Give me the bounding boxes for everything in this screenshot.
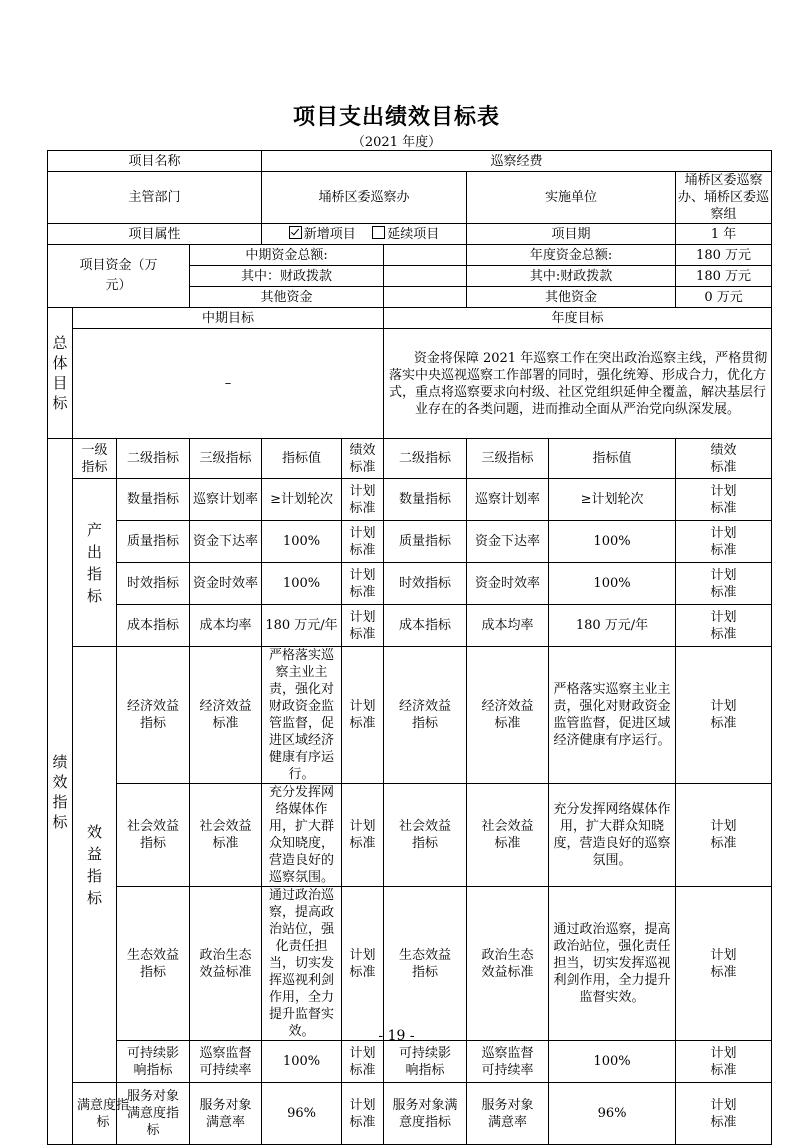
project-name-value: 巡察经费 [262,151,772,172]
cell-l3: 政治生态效益标准 [467,887,549,1041]
cell-l2: 质量指标 [117,521,190,563]
cell-standard: 计划标准 [676,1083,772,1145]
col-level3-mid: 三级指标 [190,439,262,479]
cell-standard: 计划标准 [676,784,772,887]
table-row [48,647,772,784]
cell-l2: 成本指标 [117,605,190,647]
cell-value: 100% [262,1041,342,1083]
other-year-value: 0 万元 [676,287,772,308]
table-row [48,784,772,887]
col-value-mid: 指标值 [262,439,342,479]
cell-l3: 政治生态效益标准 [190,887,262,1041]
page-subtitle: （2021 年度） [351,135,442,150]
cell-l3: 资金时效率 [467,563,549,605]
year-goal-header: 年度目标 [384,308,772,329]
satisfaction-label: 满意度指标 [73,1083,117,1145]
cell-value: 充分发挥网络媒体作用，扩大群众知晓度，营造良好的巡察氛围。 [262,784,342,887]
cell-value: 通过政治巡察，提高政治站位，强化责任担当，切实发挥巡视利剑作用，全力提升监督实效。 [549,887,676,1041]
period-value: 1 年 [676,224,772,245]
col-standard-year: 绩效标准 [676,439,772,479]
cell-l3: 巡察监督可持续率 [190,1041,262,1083]
benefit-label: 效益指标 [73,647,117,1083]
cell-standard: 计划标准 [342,1041,384,1083]
dept-value: 埇桥区委巡察办 [262,172,467,224]
other-mid-value [384,287,467,308]
table-row [48,1083,772,1145]
cell-standard: 计划标准 [676,521,772,563]
cell-l3: 社会效益标准 [190,784,262,887]
col-value-year: 指标值 [549,439,676,479]
cell-l2: 质量指标 [384,521,467,563]
cell-value: 100% [549,1041,676,1083]
table-row [48,1041,772,1083]
table-row [48,563,772,605]
indicators-label: 绩效指标 [48,439,73,1145]
cell-standard: 计划标准 [342,647,384,784]
cell-standard: 计划标准 [342,887,384,1041]
output-label: 产出指标 [73,479,117,647]
cell-l3: 资金下达率 [190,521,262,563]
col-standard-mid: 绩效标准 [342,439,384,479]
mid-total-label: 中期资金总额: [190,245,384,266]
col-level2-mid: 二级指标 [117,439,190,479]
new-project-checkbox[interactable] [289,226,302,239]
cell-standard: 计划标准 [676,479,772,521]
cell-l3: 资金下达率 [467,521,549,563]
cell-value: 180 万元/年 [549,605,676,647]
cell-l3: 巡察计划率 [190,479,262,521]
impl-label: 实施单位 [467,172,676,224]
attr-options [262,224,467,245]
cell-l2: 数量指标 [117,479,190,521]
cell-standard: 计划标准 [676,887,772,1041]
cell-l3: 成本均率 [190,605,262,647]
cell-l3: 资金时效率 [190,563,262,605]
cell-value: ≥计划轮次 [549,479,676,521]
table-row [48,605,772,647]
continuing-project-checkbox[interactable] [372,226,385,239]
cell-l2: 成本指标 [384,605,467,647]
cell-l2: 可持续影响指标 [117,1041,190,1083]
cell-value: 通过政治巡察，提高政治站位，强化责任担当，切实发挥巡视利剑作用，全力提升监督实效。 [262,887,342,1041]
cell-l2: 时效指标 [384,563,467,605]
cell-standard: 计划标准 [676,1041,772,1083]
cell-value: 100% [549,521,676,563]
dept-label: 主管部门 [48,172,262,224]
cell-value: 严格落实巡察主业主责，强化对财政资金监管监督，促进区域经济健康有序运行。 [262,647,342,784]
cell-standard: 计划标准 [676,563,772,605]
fiscal-mid-value [384,266,467,287]
col-level3-year: 三级指标 [467,439,549,479]
page-number: - 19 - [378,1028,415,1044]
cell-standard: 计划标准 [342,521,384,563]
page-title: 项目支出绩效目标表 [292,104,500,130]
cell-l2: 经济效益指标 [384,647,467,784]
cell-l3: 社会效益标准 [467,784,549,887]
cell-l2: 服务对象满意度指标 [117,1083,190,1145]
mid-goal-text: – [73,329,384,439]
cell-standard: 计划标准 [676,647,772,784]
cell-l2: 数量指标 [384,479,467,521]
funds-label: 项目资金（万元） [48,245,190,308]
project-name-label: 项目名称 [48,151,262,172]
cell-l3: 经济效益标准 [190,647,262,784]
fiscal-year-label: 其中:财政拨款 [467,266,676,287]
cell-l3: 服务对象满意率 [467,1083,549,1145]
other-mid-label: 其他资金 [190,287,384,308]
fiscal-mid-label: 其中：财政拨款 [190,266,384,287]
goals-label: 总体目标 [48,308,73,439]
cell-standard: 计划标准 [342,1083,384,1145]
year-total-label: 年度资金总额: [467,245,676,266]
cell-value: 严格落实巡察主业主责，强化对财政资金监管监督，促进区域经济健康有序运行。 [549,647,676,784]
cell-l2: 经济效益指标 [117,647,190,784]
cell-l2: 服务对象满意度指标 [384,1083,467,1145]
cell-l2: 生态效益指标 [384,887,467,1041]
cell-value: ≥计划轮次 [262,479,342,521]
cell-standard: 计划标准 [342,605,384,647]
cell-l3: 经济效益标准 [467,647,549,784]
mid-total-value [384,245,467,266]
cell-standard: 计划标准 [342,563,384,605]
continuing-project-label: 延续项目 [387,226,440,242]
cell-standard: 计划标准 [342,479,384,521]
col-level2-year: 二级指标 [384,439,467,479]
cell-standard: 计划标准 [342,784,384,887]
other-year-label: 其他资金 [467,287,676,308]
cell-l2: 社会效益指标 [384,784,467,887]
table-row [48,479,772,521]
cell-l3: 巡察计划率 [467,479,549,521]
cell-value: 100% [262,563,342,605]
cell-value: 96% [549,1083,676,1145]
impl-value: 埇桥区委巡察办、埇桥区委巡察组 [676,172,772,224]
cell-standard: 计划标准 [676,605,772,647]
cell-l2: 生态效益指标 [117,887,190,1041]
attr-label: 项目属性 [48,224,262,245]
new-project-label: 新增项目 [303,226,356,242]
table-row [48,521,772,563]
cell-l3: 巡察监督可持续率 [467,1041,549,1083]
cell-value: 180 万元/年 [262,605,342,647]
period-label: 项目期 [467,224,676,245]
fiscal-year-value: 180 万元 [676,266,772,287]
table-row [48,887,772,1041]
cell-l2: 可持续影响指标 [384,1041,467,1083]
col-level1: 一级指标 [73,439,117,479]
cell-value: 96% [262,1083,342,1145]
cell-value: 充分发挥网络媒体作用，扩大群众知晓度，营造良好的巡察氛围。 [549,784,676,887]
cell-l3: 成本均率 [467,605,549,647]
year-total-value: 180 万元 [676,245,772,266]
cell-value: 100% [262,521,342,563]
year-goal-text: 资金将保障 2021 年巡察工作在突出政治巡察主线，严格贯彻落实中央巡视巡察工作部署的同时，强化统筹、形成合力，优化方式，重点将巡察要求向村级、社区党组织延伸全覆盖，解决基层行业存在的各类问题，进而推动全面从严治党向纵深发展。 [384,329,772,439]
cell-value: 100% [549,563,676,605]
cell-l2: 时效指标 [117,563,190,605]
mid-goal-header: 中期目标 [73,308,384,329]
performance-target-table [47,150,772,1145]
cell-l2: 社会效益指标 [117,784,190,887]
cell-l3: 服务对象满意率 [190,1083,262,1145]
